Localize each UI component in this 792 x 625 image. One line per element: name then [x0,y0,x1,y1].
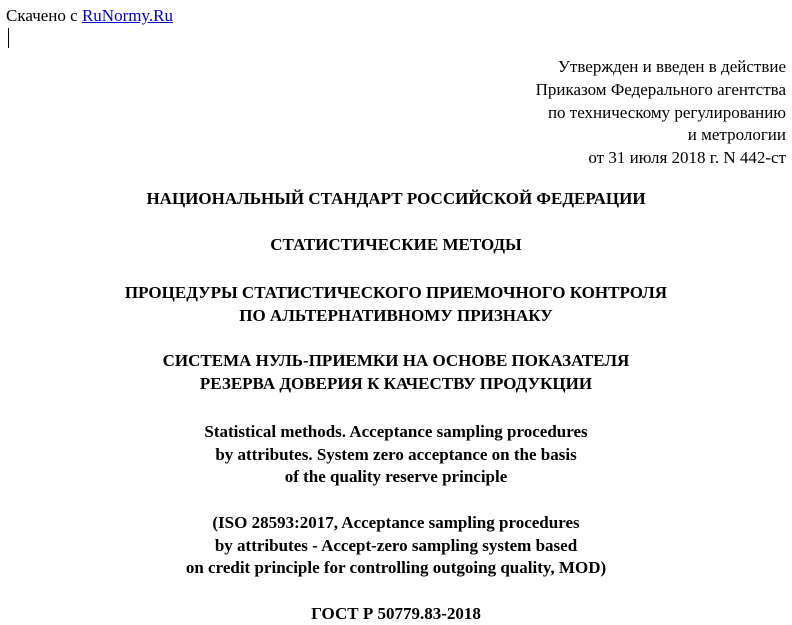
procedures-heading [0,281,792,327]
english-title [0,421,792,489]
iso-reference [0,512,792,580]
approval-line: Утвержден и введен в действие [557,57,786,76]
text-cursor [8,28,9,48]
approval-line: по техническому регулированию [547,102,786,122]
iso-reference-line: by attributes - Accept-zero sampling system based [214,535,578,555]
procedures-heading-line: ПРОЦЕДУРЫ СТАТИСТИЧЕСКОГО ПРИЕМОЧНОГО КОНТРОЛЯ [124,283,668,302]
approval-line: Приказом Федерального агентства [535,79,786,99]
procedures-heading-line: ПО АЛЬТЕРНАТИВНОМУ ПРИЗНАКУ [239,306,553,325]
approval-line: и метрологии [687,125,786,145]
source-link[interactable]: RuNormy.Ru [81,6,173,25]
english-title-line: Statistical methods. Acceptance sampling procedures [204,422,588,441]
system-heading-line: СИСТЕМА НУЛЬ-ПРИЕМКИ НА ОСНОВЕ ПОКАЗАТЕЛЯ [162,351,630,370]
iso-reference-line: on credit principle for controlling outgoing quality, MOD) [185,558,607,577]
approval-line: от 31 июля 2018 г. N 442-ст [588,148,786,168]
english-title-line: of the quality reserve principle [284,467,508,486]
standard-designation: ГОСТ Р 50779.83-2018 [311,604,481,623]
approval-block [386,56,786,170]
source-note [6,6,173,26]
system-heading [0,349,792,395]
system-heading-line: РЕЗЕРВА ДОВЕРИЯ К КАЧЕСТВУ ПРОДУКЦИИ [199,374,593,393]
national-standard-heading: НАЦИОНАЛЬНЫЙ СТАНДАРТ РОССИЙСКОЙ ФЕДЕРАЦИИ [146,189,646,208]
english-title-line: by attributes. System zero acceptance on the basis [215,444,577,464]
iso-reference-line: (ISO 28593:2017, Acceptance sampling procedures [212,513,580,532]
statistical-methods-heading: СТАТИСТИЧЕСКИЕ МЕТОДЫ [270,235,522,254]
source-prefix: Скачено с [6,6,82,25]
